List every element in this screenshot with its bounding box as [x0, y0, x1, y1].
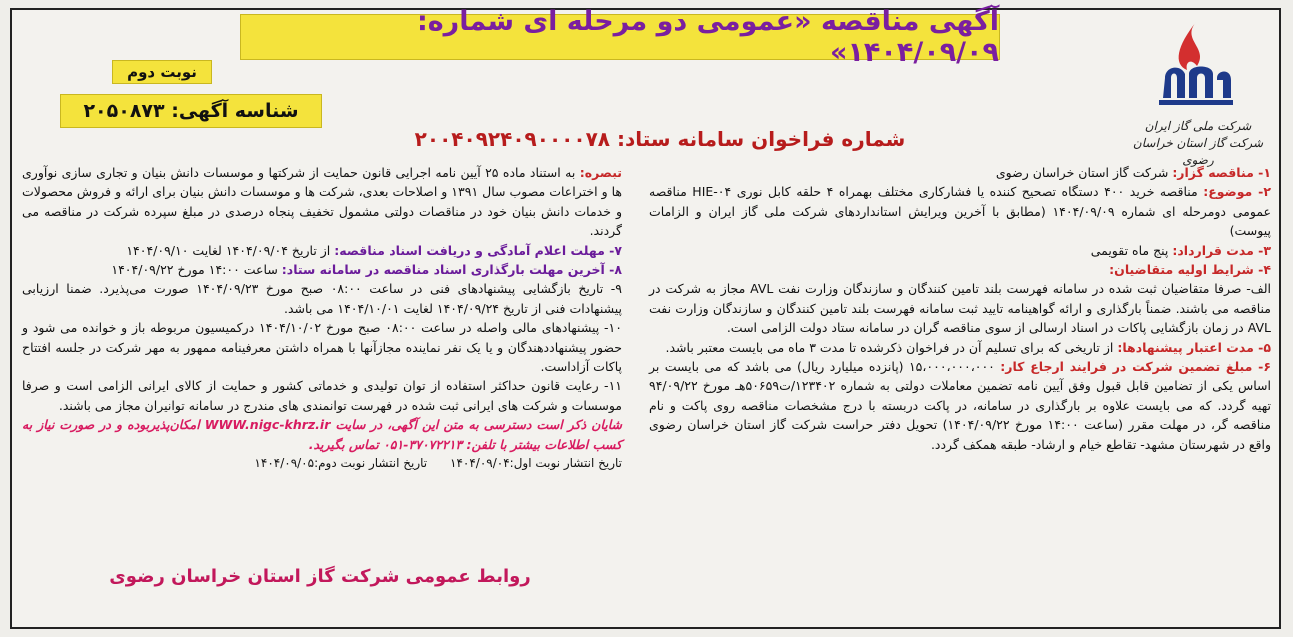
section-5-label: ۵- مدت اعتبار پیشنهادها: — [1117, 339, 1271, 355]
section-3-text: پنج ماه تقویمی — [1090, 242, 1169, 258]
publication-dates — [22, 454, 622, 473]
flame-icon — [1151, 18, 1241, 116]
tender-title: آگهی مناقصه «عمومی دو مرحله ای شماره: ۱۴۰۴/۰۹/۰۹» — [240, 14, 1000, 60]
section-8-text: ساعت ۱۴:۰۰ مورخ ۱۴۰۴/۰۹/۲۲ — [111, 262, 278, 278]
company-name-line1: شرکت ملی گاز ایران — [1144, 119, 1252, 133]
section-10: ۱۰- پیشنهادهای مالی واصله در ساعت ۰۸:۰۰ صبح مورخ ۱۴۰۴/۱۰/۰۲ درکمیسیون مربوطه باز و خوانده می شود و حضور پیشنهاددهندگان و یا یک نفر نماینده مجازآنها با همراه داشتن معرفینامه ممهور به مهر شرکت در جلسه افتتاح پاکات آزاداست. — [22, 320, 622, 375]
section-6-text: ۱۵،۰۰۰،۰۰۰،۰۰۰ (پانزده میلیارد ریال) می باشد که می بایست بر اساس یکی از تضامین قابل قبول وفق آیین نامه تضمین معاملات دولتی به شماره ۱۲۳۴۰۲/ت۵۰۶۵۹هـ مورخ ۹۴/۰۹/۲۲ تهیه گردد. که می بایست علاوه بر بارگذاری در سامانه، در پاکت دربسته با درج مشخصات مناقصه روی پاکت و نام مناقصه گر، در مهلت مقرر (ساعت ۱۴:۰۰ مورخ ۱۴۰۴/۰۹/۲۲) تحویل دفتر حراست شرکت گاز استان خراسان رضوی واقع در شهرستان مشهد- تقاطع خیام و ارشاد- طبقه همکف گردد. — [649, 359, 1271, 452]
section-1-text: شرکت گاز استان خراسان رضوی — [995, 165, 1169, 180]
section-4-text: الف- صرفا متقاضیان ثبت شده در سامانه فهرست بلند تامین کنندگان و سازندگان وزارت نفت AVL مجاز به شرکت در مناقصه می باشند. ضمناً بارگذاری و ارائه گواهینامه تایید ثبت سامانه فهرست بلند تامین کنندگان و سازندگان وزارت نفت AVL در زمان بازگشایی پاکات در اسناد ارسالی از سوی مناقصه گران در سامانه ستاد دولت الزامی است. — [649, 281, 1272, 336]
section-1-label: ۱- مناقصه گزار: — [1172, 165, 1271, 180]
section-3-label: ۳- مدت قرارداد: — [1172, 242, 1271, 258]
section-11: ۱۱- رعایت قانون حداکثر استفاده از توان تولیدی و خدماتی کشور و حمایت از کالای ایرانی الزامی است و صرفا موسسات و شرکت های ایرانی ثبت شده در فهرست توانمندی های مندرج در سامانه توانیران مجاز می باشند. — [22, 378, 622, 413]
section-2 — [649, 182, 1271, 240]
section-4-label: ۴- شرایط اولیه متقاضیان: — [1109, 262, 1271, 278]
ad-id: شناسه آگهی: ۲۰۵۰۸۷۳ — [60, 94, 322, 128]
section-8-label: ۸- آخرین مهلت بارگذاری اسناد مناقصه در سامانه ستاد: — [281, 262, 622, 278]
section-7-label: ۷- مهلت اعلام آمادگی و دریافت اسناد مناقصه: — [334, 242, 622, 258]
second-publication-date: تاریخ انتشار نوبت دوم:۱۴۰۴/۰۹/۰۵ — [254, 456, 428, 471]
right-column — [649, 163, 1271, 583]
section-5 — [649, 338, 1271, 357]
website-note: شایان ذکر است دسترسی به متن این آگهی، در سایت WWW.nigc-khrz.ir امکان‌پذیربوده و در صورت نیاز به کسب اطلاعات بیشتر با تلفن: ۳۷۰۷۲۲۱۳-۰۵۱ تماس بگیرید. — [22, 417, 622, 452]
section-1 — [649, 163, 1271, 182]
section-4 — [649, 260, 1271, 279]
setad-call-number: شماره فراخوان سامانه ستاد: ۲۰۰۴۰۹۲۴۰۹۰۰۰۰۷۸ — [414, 127, 906, 151]
footer-signature: روابط عمومی شرکت گاز استان خراسان رضوی — [109, 566, 531, 587]
section-6-label: ۶- مبلغ تضمین شرکت در فرایند ارجاع کار: — [1000, 359, 1271, 375]
section-5-text: از تاریخی که برای تسلیم آن در فراخوان ذکرشده تا مدت ۳ ماه می بایست معتبر باشد. — [665, 339, 1114, 355]
note-text: به استناد ماده ۲۵ آیین نامه اجرایی قانون حمایت از شرکتها و موسسات دانش بنیان و تجاری سازی نوآوری ها و اختراعات مصوب سال ۱۳۹۱ و اصلاحات بعدی، شرکت ها و موسسات دانش بنیان برای ارائه و فروش محصولات و خدمات دانش بنیان خود در مناقصات دولتی مشمول تخفیف پنجاه درصدی در مبلغ سپرده شرکت در مناقصه می گردند. — [22, 165, 622, 239]
company-name — [1123, 118, 1273, 169]
section-2-text: مناقصه خرید ۴۰۰ دستگاه تصحیح کننده یا فشارکاری مختلف بهمراه ۴ حلقه کابل نوری HIE-۰۴ مناقصه عمومی دومرحله ای شماره ۱۴۰۴/۰۹/۰۹ (مطابق با آخرین ویرایش استانداردهای شرکت ملی گاز ایران و الزامات پیوست) — [649, 184, 1272, 239]
note — [22, 163, 622, 241]
section-7 — [22, 241, 622, 260]
left-column — [22, 163, 622, 563]
first-publication-date: تاریخ انتشار نوبت اول:۱۴۰۴/۰۹/۰۴ — [450, 456, 622, 471]
section-8 — [22, 260, 622, 279]
section-3 — [649, 241, 1271, 260]
section-7-text: از تاریخ ۱۴۰۴/۰۹/۰۴ لغایت ۱۴۰۴/۰۹/۱۰ — [126, 242, 331, 258]
section-9: ۹- تاریخ بازگشایی پیشنهادهای فنی در ساعت ۰۸:۰۰ صبح مورخ ۱۴۰۴/۰۹/۲۳ صورت می‌پذیرد. ضمنا ارزیابی پیشنهادات فنی از تاریخ ۱۴۰۴/۰۹/۲۴ لغایت ۱۴۰۴/۱۰/۰۱ می باشد. — [22, 281, 622, 316]
round-badge: نوبت دوم — [112, 60, 212, 84]
section-6 — [649, 357, 1271, 454]
section-2-label: ۲- موضوع: — [1203, 184, 1271, 200]
company-name-line2: شرکت گاز استان خراسان رضوی — [1132, 136, 1264, 167]
note-label: تبصره: — [579, 165, 622, 180]
